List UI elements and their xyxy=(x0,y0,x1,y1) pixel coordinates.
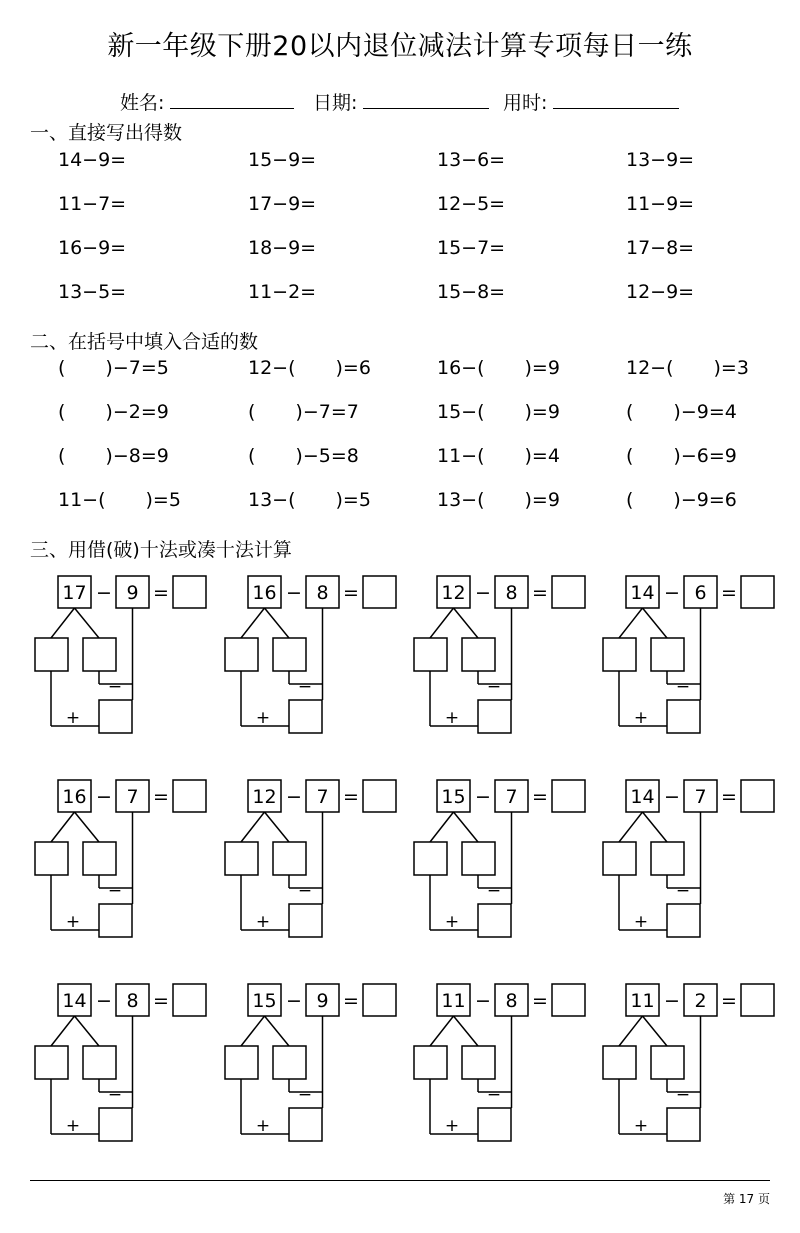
equals-sign: = xyxy=(721,582,737,604)
split-box-right[interactable] xyxy=(651,842,684,875)
problem-left-part: 13−( xyxy=(437,489,485,511)
minus-sign: − xyxy=(286,990,302,1012)
section2-heading: 二、在括号中填入合适的数 xyxy=(30,331,259,353)
split-box-right[interactable] xyxy=(462,1046,495,1079)
equals-sign: = xyxy=(532,582,548,604)
result-box[interactable] xyxy=(667,904,700,937)
answer-box[interactable] xyxy=(363,780,396,812)
connector-line xyxy=(75,812,100,842)
split-box-right[interactable] xyxy=(83,638,116,671)
problem-s1[interactable]: 17−9= xyxy=(248,193,317,215)
answer-box[interactable] xyxy=(741,780,774,812)
section3-heading: 三、用借(破)十法或凑十法计算 xyxy=(30,539,292,561)
answer-box[interactable] xyxy=(552,576,585,608)
subtrahend-value: 2 xyxy=(694,990,707,1012)
connector-line xyxy=(619,812,643,842)
result-box[interactable] xyxy=(289,904,322,937)
problem-right-part: )=5 xyxy=(145,489,181,511)
connector-line xyxy=(454,608,479,638)
minus-sign: − xyxy=(107,677,123,697)
subtrahend-value: 8 xyxy=(316,582,329,604)
problem-s1[interactable]: 18−9= xyxy=(248,237,317,259)
section1-heading: 一、直接写出得数 xyxy=(30,122,183,144)
time-label: 用时: xyxy=(503,92,548,114)
minus-sign: − xyxy=(475,990,491,1012)
result-box[interactable] xyxy=(478,700,511,733)
problem-s1[interactable]: 11−7= xyxy=(58,193,127,215)
connector-line xyxy=(454,1016,479,1046)
date-label: 日期: xyxy=(313,92,358,114)
footer-divider xyxy=(30,1180,770,1181)
answer-box[interactable] xyxy=(363,576,396,608)
minus-sign: − xyxy=(96,786,112,808)
minus-sign: − xyxy=(664,786,680,808)
subtrahend-value: 7 xyxy=(126,786,139,808)
problem-left-part: 12−( xyxy=(248,357,296,379)
result-box[interactable] xyxy=(289,700,322,733)
subtrahend-value: 8 xyxy=(505,582,518,604)
plus-sign: + xyxy=(444,708,460,728)
split-box-left[interactable] xyxy=(225,638,258,671)
minus-sign: − xyxy=(675,677,691,697)
split-box-left[interactable] xyxy=(225,842,258,875)
plus-sign: + xyxy=(633,912,649,932)
minus-sign: − xyxy=(675,1085,691,1105)
split-box-left[interactable] xyxy=(35,842,68,875)
split-box-right[interactable] xyxy=(462,842,495,875)
plus-sign: + xyxy=(633,1116,649,1136)
problem-right-part: )=9 xyxy=(524,489,560,511)
plus-sign: + xyxy=(255,912,271,932)
split-box-left[interactable] xyxy=(35,638,68,671)
minuend-value: 12 xyxy=(441,582,466,604)
equals-sign: = xyxy=(153,786,169,808)
split-box-right[interactable] xyxy=(83,842,116,875)
answer-box[interactable] xyxy=(173,780,206,812)
subtrahend-value: 9 xyxy=(316,990,329,1012)
subtrahend-value: 7 xyxy=(316,786,329,808)
page-number: 第 17 页 xyxy=(723,1192,770,1206)
split-box-left[interactable] xyxy=(225,1046,258,1079)
connector-line xyxy=(51,1016,75,1046)
problem-s1[interactable]: 15−7= xyxy=(437,237,506,259)
minus-sign: − xyxy=(96,582,112,604)
split-box-right[interactable] xyxy=(462,638,495,671)
split-box-right[interactable] xyxy=(651,1046,684,1079)
answer-box[interactable] xyxy=(741,984,774,1016)
equals-sign: = xyxy=(343,990,359,1012)
minus-sign: − xyxy=(475,582,491,604)
split-box-left[interactable] xyxy=(414,638,447,671)
connector-line xyxy=(430,1016,454,1046)
problem-left-part: 12−( xyxy=(626,357,674,379)
problem-left-part: ( xyxy=(58,357,66,379)
problem-right-part: )−8=9 xyxy=(105,445,169,467)
equals-sign: = xyxy=(153,990,169,1012)
equals-sign: = xyxy=(153,582,169,604)
problem-s1[interactable]: 13−6= xyxy=(437,149,506,171)
connector-line xyxy=(241,1016,265,1046)
minus-sign: − xyxy=(675,881,691,901)
problem-left-part: ( xyxy=(248,401,256,423)
plus-sign: + xyxy=(65,1116,81,1136)
problem-s1[interactable]: 16−9= xyxy=(58,237,127,259)
connector-line xyxy=(454,812,479,842)
plus-sign: + xyxy=(65,912,81,932)
problem-right-part: )−9=6 xyxy=(673,489,737,511)
minus-sign: − xyxy=(664,990,680,1012)
plus-sign: + xyxy=(255,1116,271,1136)
minuend-value: 14 xyxy=(62,990,87,1012)
connector-line xyxy=(51,812,75,842)
minus-sign: − xyxy=(107,881,123,901)
connector-line xyxy=(430,812,454,842)
minus-sign: − xyxy=(664,582,680,604)
subtrahend-value: 6 xyxy=(694,582,707,604)
split-box-right[interactable] xyxy=(651,638,684,671)
problem-right-part: )−7=5 xyxy=(105,357,169,379)
equals-sign: = xyxy=(721,786,737,808)
connector-line xyxy=(265,1016,290,1046)
minuend-value: 16 xyxy=(252,582,277,604)
split-box-left[interactable] xyxy=(35,1046,68,1079)
answer-box[interactable] xyxy=(741,576,774,608)
problem-left-part: ( xyxy=(626,445,634,467)
problem-right-part: )−6=9 xyxy=(673,445,737,467)
connector-line xyxy=(75,1016,100,1046)
plus-sign: + xyxy=(444,912,460,932)
problem-right-part: )−2=9 xyxy=(105,401,169,423)
answer-box[interactable] xyxy=(552,780,585,812)
result-box[interactable] xyxy=(99,1108,132,1141)
connector-line xyxy=(75,608,100,638)
minuend-value: 17 xyxy=(62,582,87,604)
problem-left-part: 11−( xyxy=(58,489,106,511)
problem-right-part: )=9 xyxy=(524,357,560,379)
minus-sign: − xyxy=(286,786,302,808)
result-box[interactable] xyxy=(667,1108,700,1141)
minuend-value: 11 xyxy=(630,990,655,1012)
problem-right-part: )=6 xyxy=(335,357,371,379)
connector-line xyxy=(265,608,290,638)
split-box-right[interactable] xyxy=(273,1046,306,1079)
problem-left-part: ( xyxy=(626,401,634,423)
minus-sign: − xyxy=(286,582,302,604)
equals-sign: = xyxy=(532,990,548,1012)
subtrahend-value: 8 xyxy=(505,990,518,1012)
answer-box[interactable] xyxy=(552,984,585,1016)
problem-left-part: ( xyxy=(248,445,256,467)
split-box-left[interactable] xyxy=(414,842,447,875)
connector-line xyxy=(430,608,454,638)
result-box[interactable] xyxy=(478,1108,511,1141)
subtrahend-value: 9 xyxy=(126,582,139,604)
result-box[interactable] xyxy=(99,904,132,937)
problem-s1[interactable]: 11−9= xyxy=(626,193,695,215)
minuend-value: 15 xyxy=(441,786,466,808)
problem-s1[interactable]: 17−8= xyxy=(626,237,695,259)
connector-line xyxy=(619,608,643,638)
plus-sign: + xyxy=(255,708,271,728)
problem-s1[interactable]: 14−9= xyxy=(58,149,127,171)
result-box[interactable] xyxy=(99,700,132,733)
split-box-left[interactable] xyxy=(603,1046,636,1079)
problem-s1[interactable]: 15−8= xyxy=(437,281,506,303)
equals-sign: = xyxy=(343,786,359,808)
problem-left-part: 15−( xyxy=(437,401,485,423)
problem-left-part: ( xyxy=(626,489,634,511)
connector-line xyxy=(241,608,265,638)
equals-sign: = xyxy=(343,582,359,604)
result-box[interactable] xyxy=(289,1108,322,1141)
problem-right-part: )=9 xyxy=(524,401,560,423)
result-box[interactable] xyxy=(667,700,700,733)
problem-left-part: 16−( xyxy=(437,357,485,379)
plus-sign: + xyxy=(65,708,81,728)
name-label: 姓名: xyxy=(120,92,165,114)
problem-left-part: ( xyxy=(58,445,66,467)
minus-sign: − xyxy=(486,677,502,697)
subtrahend-value: 7 xyxy=(505,786,518,808)
split-box-right[interactable] xyxy=(273,638,306,671)
minus-sign: − xyxy=(96,990,112,1012)
connector-line xyxy=(619,1016,643,1046)
connector-line xyxy=(643,1016,668,1046)
minus-sign: − xyxy=(486,1085,502,1105)
minus-sign: − xyxy=(486,881,502,901)
problem-s1[interactable]: 11−2= xyxy=(248,281,317,303)
problem-right-part: )=3 xyxy=(713,357,749,379)
minuend-value: 15 xyxy=(252,990,277,1012)
problem-right-part: )=5 xyxy=(335,489,371,511)
minus-sign: − xyxy=(475,786,491,808)
split-box-left[interactable] xyxy=(603,842,636,875)
equals-sign: = xyxy=(721,990,737,1012)
problem-right-part: )=4 xyxy=(524,445,560,467)
split-box-left[interactable] xyxy=(414,1046,447,1079)
connector-line xyxy=(643,812,668,842)
minuend-value: 14 xyxy=(630,582,655,604)
subtrahend-value: 8 xyxy=(126,990,139,1012)
plus-sign: + xyxy=(633,708,649,728)
connector-line xyxy=(643,608,668,638)
problem-right-part: )−5=8 xyxy=(295,445,359,467)
problem-s1[interactable]: 12−9= xyxy=(626,281,695,303)
problem-s1[interactable]: 15−9= xyxy=(248,149,317,171)
minuend-value: 16 xyxy=(62,786,87,808)
problem-s1[interactable]: 13−9= xyxy=(626,149,695,171)
split-box-left[interactable] xyxy=(603,638,636,671)
problem-right-part: )−7=7 xyxy=(295,401,359,423)
minus-sign: − xyxy=(297,1085,313,1105)
result-box[interactable] xyxy=(478,904,511,937)
split-box-right[interactable] xyxy=(273,842,306,875)
minuend-value: 11 xyxy=(441,990,466,1012)
minuend-value: 12 xyxy=(252,786,277,808)
connector-line xyxy=(51,608,75,638)
connector-line xyxy=(265,812,290,842)
minuend-value: 14 xyxy=(630,786,655,808)
split-box-right[interactable] xyxy=(83,1046,116,1079)
problem-s1[interactable]: 12−5= xyxy=(437,193,506,215)
problem-right-part: )−9=4 xyxy=(673,401,737,423)
connector-line xyxy=(241,812,265,842)
page-title: 新一年级下册20以内退位减法计算专项每日一练 xyxy=(107,31,693,62)
answer-box[interactable] xyxy=(173,576,206,608)
problem-left-part: ( xyxy=(58,401,66,423)
problem-s1[interactable]: 13−5= xyxy=(58,281,127,303)
minus-sign: − xyxy=(297,881,313,901)
problem-left-part: 11−( xyxy=(437,445,485,467)
minus-sign: − xyxy=(297,677,313,697)
equals-sign: = xyxy=(532,786,548,808)
plus-sign: + xyxy=(444,1116,460,1136)
subtrahend-value: 7 xyxy=(694,786,707,808)
problem-left-part: 13−( xyxy=(248,489,296,511)
minus-sign: − xyxy=(107,1085,123,1105)
answer-box[interactable] xyxy=(363,984,396,1016)
answer-box[interactable] xyxy=(173,984,206,1016)
